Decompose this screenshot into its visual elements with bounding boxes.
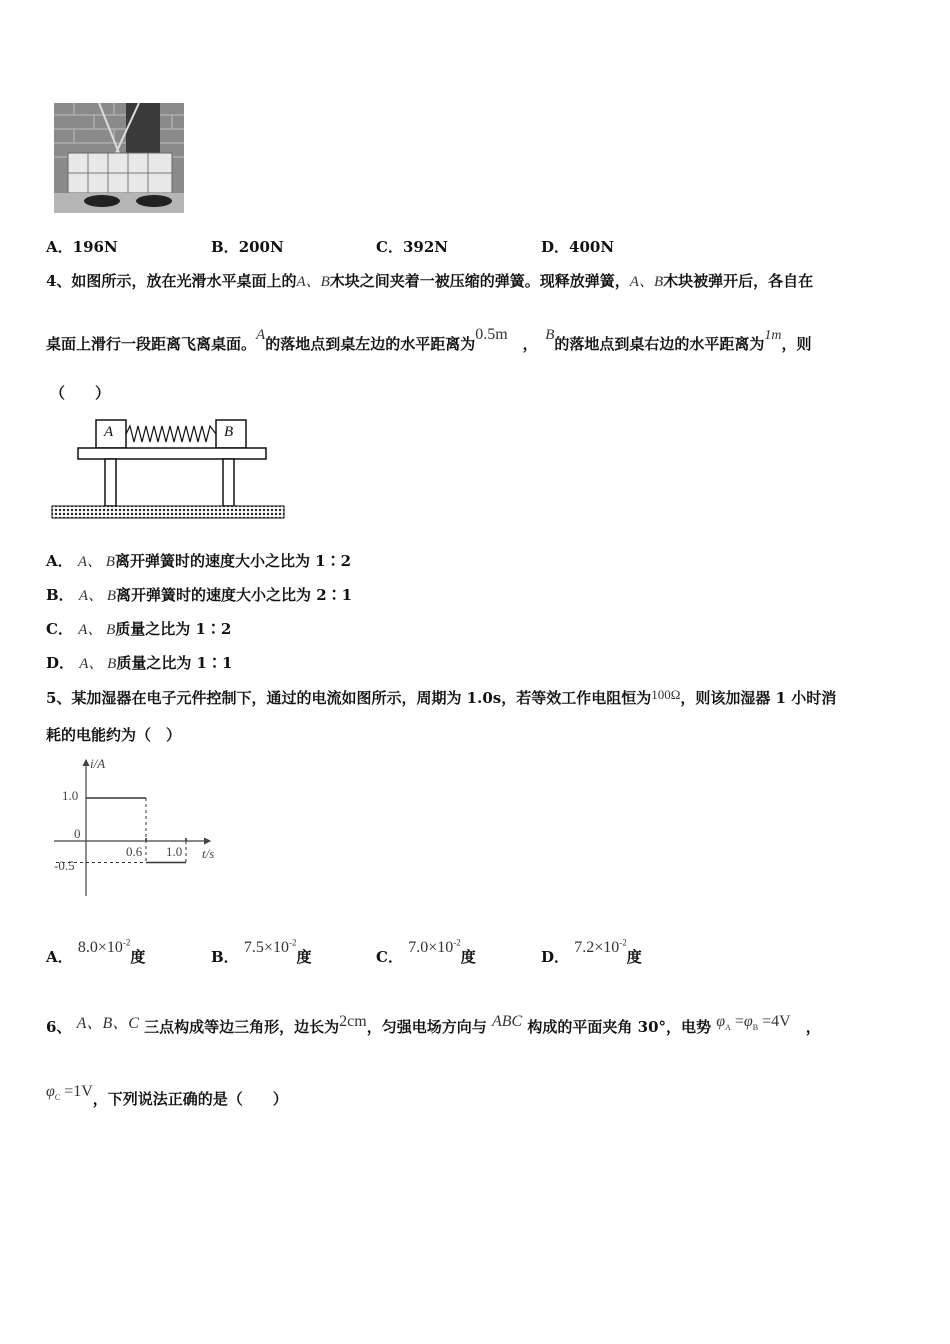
x-tick-label: 1.0	[166, 844, 183, 859]
current-chart	[50, 756, 240, 901]
q4-stem-line2: 桌面上滑行一段距离飞离桌面。A的落地点到桌左边的水平距离为0.5m ， B的落地点到桌右边的水平距离为1m，则	[46, 326, 812, 353]
chart-x-label: t/s	[202, 846, 215, 861]
q3-option-a[interactable]: A．196N	[46, 238, 118, 256]
q3-option-b[interactable]: B．200N	[211, 238, 284, 256]
q3-option-c[interactable]: C．392N	[376, 238, 448, 256]
y-tick-label: 1.0	[62, 788, 79, 803]
chart-y-label: i/A	[90, 756, 106, 771]
q3-option-d[interactable]: D．400N	[541, 238, 615, 256]
q5-option-a[interactable]: A． $8.0\times 10^{-2}$度	[46, 937, 146, 966]
x-tick-label: 0.6	[126, 844, 143, 859]
figure-label-a: A	[104, 424, 114, 440]
q5-option-c[interactable]: C． $7.0\times 10^{-2}$度	[376, 937, 476, 966]
q6-stem-line1: 6、 A、B、C 三点构成等边三角形，边长为2cm，匀强电场方向与 ABC 构成的平面夹角 30°，电势 $\varphi_A =\varphi_B =4V$ ，	[46, 1013, 821, 1036]
q5-option-b[interactable]: B． $7.5\times 10^{-2}$度	[211, 937, 312, 966]
figure-label-b: B	[224, 424, 234, 440]
q5-stem-line1: 5、某加湿器在电子元件控制下，通过的电流如图所示，周期为 1.0s，若等效工作电阻恒为100Ω，则该加湿器 1 小时消	[46, 687, 837, 707]
q4-option-a[interactable]: A． A、 B离开弹簧时的速度大小之比为 1∶2	[46, 552, 352, 570]
q4-option-d[interactable]: D． A、 B质量之比为 1∶1	[46, 654, 233, 672]
y-tick-label: -0.5	[54, 858, 75, 873]
bricks-photo	[54, 103, 184, 213]
q5-stem-line2: 耗的电能约为（ ）	[46, 726, 182, 744]
q6-stem-line2: $\varphi_C =1V$，下列说法正确的是（ ）	[46, 1083, 288, 1108]
q5-option-d[interactable]: D． $7.2\times 10^{-2}$度	[541, 937, 642, 966]
q4-answer-paren: （ ）	[50, 384, 111, 402]
q4-option-c[interactable]: C． A、 B质量之比为 1∶2	[46, 620, 232, 638]
q4-stem-line1: 4、如图所示，放在光滑水平桌面上的A、B木块之间夹着一被压缩的弹簧。现释放弹簧，A、B木块被弹开后，各自在	[46, 272, 814, 290]
y-tick-label: 0	[74, 826, 81, 841]
q4-option-b[interactable]: B． A、 B离开弹簧时的速度大小之比为 2∶1	[46, 586, 353, 604]
spring-table-figure	[50, 408, 286, 523]
